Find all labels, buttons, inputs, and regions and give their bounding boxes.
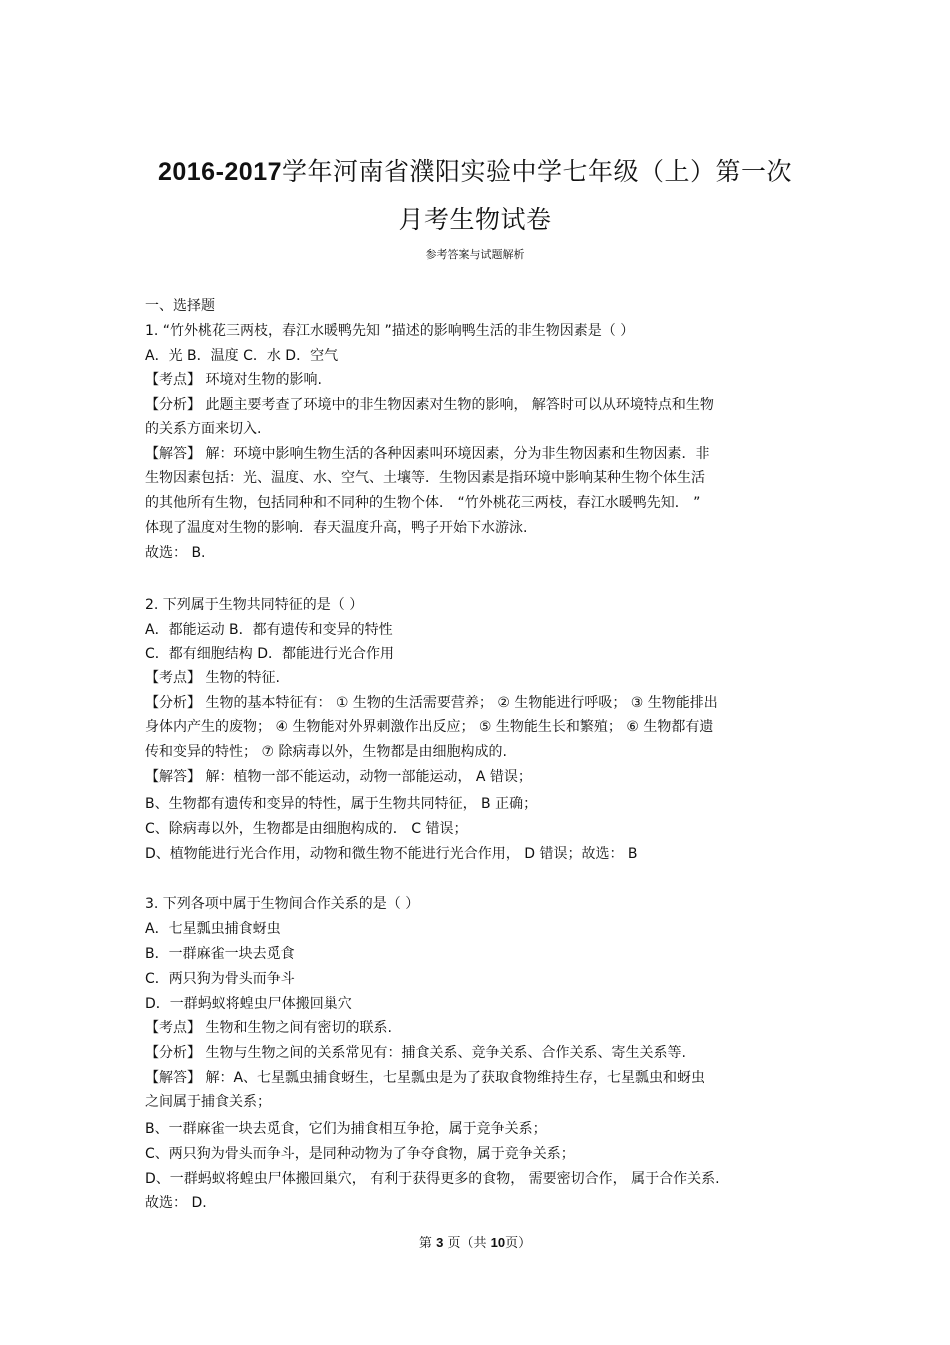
document-title-line1: [0, 152, 950, 188]
text-line: 的关系方面来切入.: [145, 421, 262, 437]
text-line: C、两只狗为骨头而争斗，是同种动物为了争夺食物，属于竞争关系；: [145, 1146, 575, 1162]
text-line: 【分析】 此题主要考查了环境中的非生物因素对生物的影响， 解答时可以从环境特点和生物: [145, 397, 714, 413]
text-line: 的其他所有生物，包括同种和不同种的生物个体． “竹外桃花三两枝，春江水暖鸭先知． ”: [145, 495, 701, 511]
text-line: 【考点】 环境对生物的影响.: [145, 372, 322, 388]
text-line: D．一群蚂蚁将蝗虫尸体搬回巢穴: [145, 996, 352, 1012]
text-line: 【解答】 解：环境中影响生物生活的各种因素叫环境因素，分为非生物因素和生物因素．非: [145, 446, 710, 462]
text-line: C．都有细胞结构 D．都能进行光合作用: [145, 646, 395, 662]
document-title-line2: 月考生物试卷: [398, 205, 552, 234]
text-line: C．两只狗为骨头而争斗: [145, 971, 295, 987]
footer-total-pages: 10: [490, 1235, 506, 1250]
text-line: 故选： D.: [145, 1195, 207, 1211]
text-line: B、一群麻雀一块去觅食，它们为捕食相互争抢，属于竞争关系；: [145, 1121, 547, 1137]
text-line: 【解答】 解：A、七星瓢虫捕食蚜生，七星瓢虫是为了获取食物维持生存，七星瓢虫和蚜虫: [145, 1070, 706, 1086]
title-year: 2016-2017: [157, 158, 283, 186]
title-text: 学年河南省濮阳实验中学七年级（上）第一次: [282, 157, 793, 186]
document-subtitle: 参考答案与试题解析: [425, 248, 525, 261]
text-line: C、除病毒以外，生物都是由细胞构成的． C 错误；: [145, 821, 468, 837]
text-line: B．一群麻雀一块去觅食: [145, 946, 295, 962]
text-line: 1. “竹外桃花三两枝，春江水暖鸭先知 ”描述的影响鸭生活的非生物因素是（ ）: [145, 323, 635, 339]
footer-middle: 页（共: [447, 1236, 487, 1251]
text-line: 之间属于捕食关系；: [145, 1094, 271, 1110]
text-line: 【考点】 生物和生物之间有密切的联系.: [145, 1020, 392, 1036]
footer-page-number: 3: [436, 1235, 444, 1250]
text-line: 一、选择题: [145, 298, 215, 314]
text-line: D、一群蚂蚁将蝗虫尸体搬回巢穴， 有利于获得更多的食物， 需要密切合作， 属于合作关系.: [145, 1171, 720, 1187]
text-line: 2. 下列属于生物共同特征的是（ ）: [145, 597, 364, 613]
text-line: 【分析】 生物与生物之间的关系常见有：捕食关系、竞争关系、合作关系、寄生关系等.: [145, 1045, 686, 1061]
text-line: 体现了温度对生物的影响．春天温度升高，鸭子开始下水游泳.: [145, 520, 528, 536]
text-line: 【考点】 生物的特征.: [145, 670, 280, 686]
text-line: A．都能运动 B．都有遗传和变异的特性: [145, 622, 393, 638]
text-line: 故选： B.: [145, 545, 206, 561]
text-line: 【解答】 解：植物一部不能运动，动物一部能运动， A 错误；: [145, 769, 532, 785]
footer-prefix: 第: [418, 1236, 432, 1251]
text-line: A．七星瓢虫捕食蚜虫: [145, 921, 281, 937]
text-line: 身体内产生的废物； ④ 生物能对外界刺激作出反应； ⑤ 生物能生长和繁殖； ⑥ 生物都有遗: [145, 719, 714, 735]
text-line: B、生物都有遗传和变异的特性，属于生物共同特征， B 正确；: [145, 796, 538, 812]
text-line: 生物因素包括：光、温度、水、空气、土壤等．生物因素是指环境中影响某种生物个体生活: [145, 470, 705, 486]
text-line: 3. 下列各项中属于生物间合作关系的是（ ）: [145, 896, 420, 912]
text-line: A．光 B．温度 C．水 D．空气: [145, 348, 339, 364]
text-line: D、植物能进行光合作用，动物和微生物不能进行光合作用， D 错误；故选： B: [145, 846, 638, 862]
text-line: 传和变异的特性； ⑦ 除病毒以外，生物都是由细胞构成的.: [145, 744, 507, 760]
page-footer: [0, 1232, 950, 1251]
text-line: 【分析】 生物的基本特征有： ① 生物的生活需要营养； ② 生物能进行呼吸； ③ 生物能排出: [145, 695, 718, 711]
footer-suffix: 页）: [505, 1236, 532, 1251]
